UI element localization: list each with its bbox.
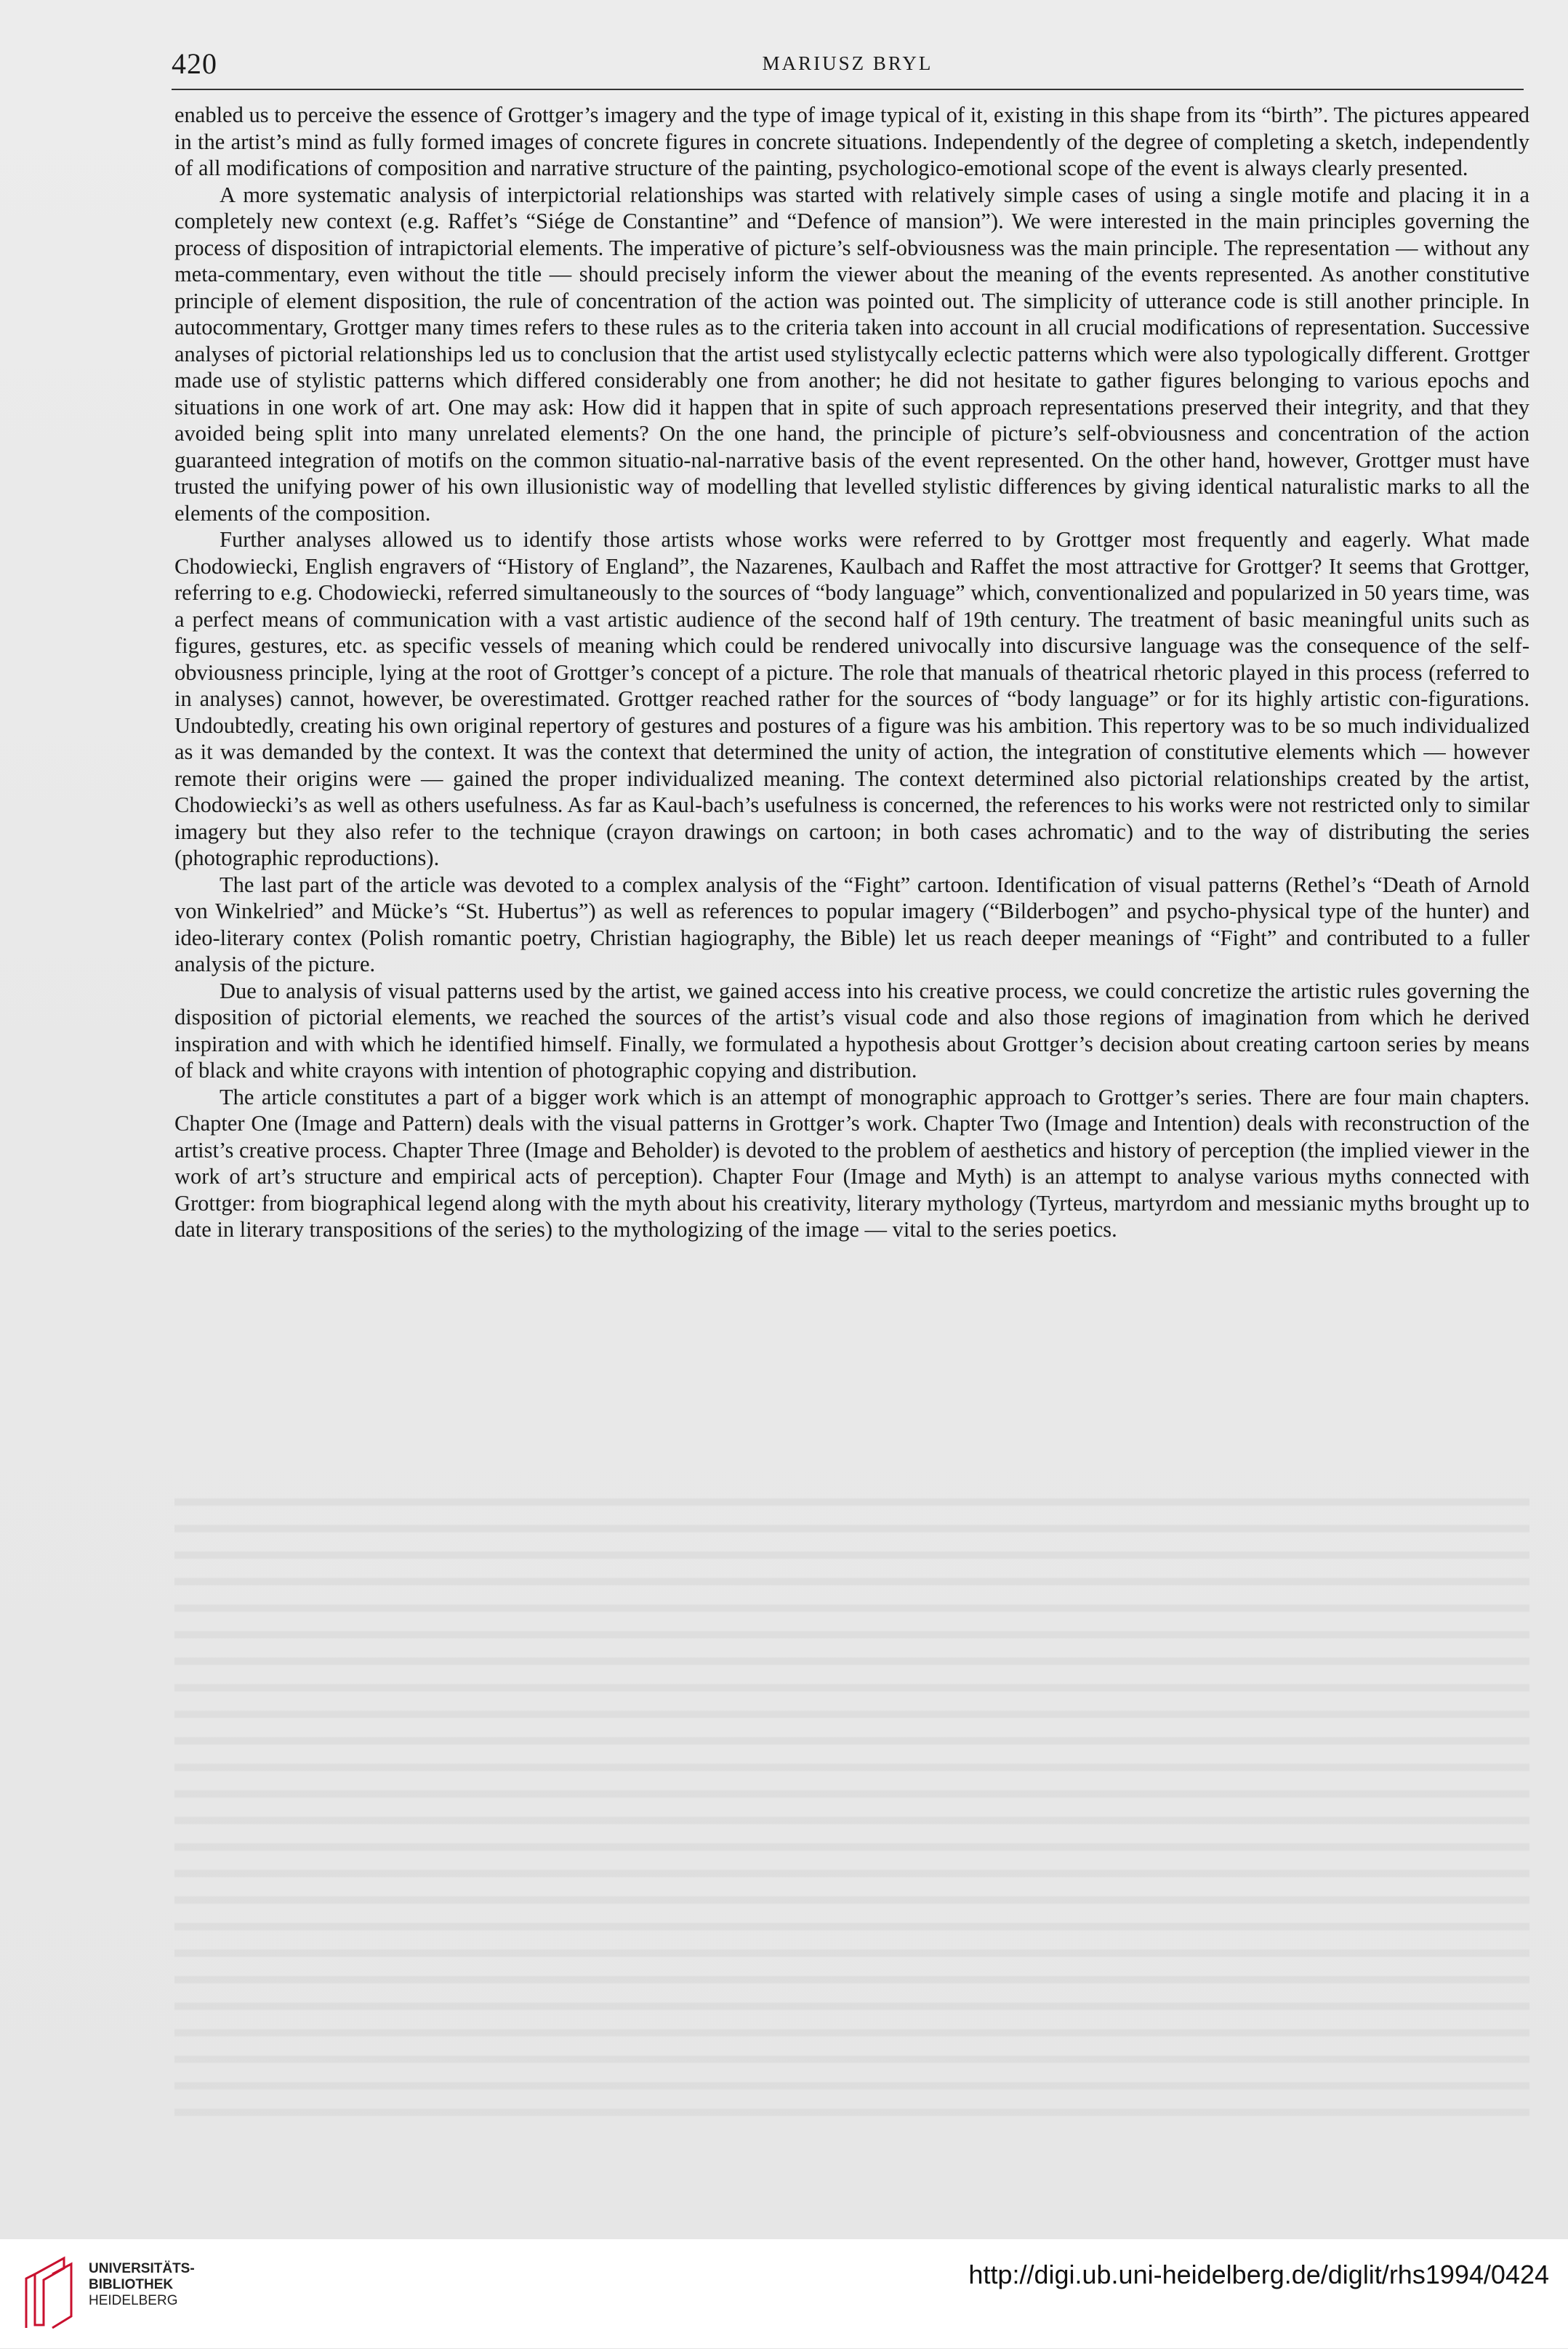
paragraph: The article constitutes a part of a bigger work which is an attempt of monographic approach to Grottger’s series. There are four main chapters. Chapter One (Image and Pattern) deals with the visual patterns in Grottger’s work. Chapter Two (Image and Intention) deals with reconstruction of the artist’s creative process. Chapter Three (Image and Beholder) is devoted to the problem of aesthetics and history of perception (the implied viewer in the work of art’s structure and empirical acts of perception). Chapter Four (Image and Myth) is an attempt to analyse various myths connected with Grottger: from biographical legend along with the myth about his creativity, literary mythology (Tyrteus, martyrdom and messianic myths brought up to date in literary transpositions of the series) to the mythologizing of the image — vital to the series poetics. [174, 1084, 1529, 1242]
paragraph: Further analyses allowed us to identify those artists whose works were referred to by Grottger most frequently and eagerly. What made Chodowiecki, English engravers of “History of England”, the Nazarenes, Kaulbach and Raffet the most attractive for Grottger? It seems that Grottger, referring to e.g. Chodowiecki, referred simultaneously to the sources of “body language” which, conventionalized and popularized in 50 years time, was a perfect means of communication with a vast artistic audience of the second half of 19th century. The treatment of basic meaningful units such as figures, gestures, etc. as specific vessels of meaning which could be rendered univocally into discursive language was the consequence of the self-obviousness principle, lying at the root of Grottger’s concept of a picture. The role that manuals of theatrical rhetoric played in this process (referred to in analyses) cannot, however, be overestimated. Grottger reached rather for the sources of “body language” or for its highly artistic con-figurations. Undoubtedly, creating his own original repertory of gestures and postures of a figure was his ambition. This repertory was to be so much individualized as it was demanded by the context. It was the context that determined the unity of action, the integration of constitutive elements which — however remote their origins were — gained the proper individualized meaning. The context determined also pictorial relationships created by the artist, Chodowiecki’s as well as others usefulness. As far as Kaul-bach’s usefulness is concerned, the references to his works were not restricted only to similar imagery but they also refer to the technique (crayon drawings on cartoon; in both cases achromatic) and to the way of distributing the series (photographic reproductions). [174, 527, 1529, 870]
paragraph: The last part of the article was devoted to a complex analysis of the “Fight” cartoon. Identification of visual patterns (Rethel’s “Death of Arnold von Winkelried” and Mücke’s “St. Hubertus”) as well as references to popular imagery (“Bilderbogen” and psycho-physical type of the hunter) and ideo-literary contex (Polish romantic poetry, Christian hagiography, the Bible) let us reach deeper meanings of “Fight” and contributed to a fuller analysis of the picture. [174, 872, 1529, 976]
paragraph: enabled us to perceive the essence of Grottger’s imagery and the type of image typical of it, existing in this shape from its “birth”. The pictures appeared in the artist’s mind as fully formed images of concrete figures in concrete situations. Independently of the degree of completing a sketch, independently of all modifications of composition and narrative structure of the painting, psychologico-emotional scope of the event is always clearly presented. [174, 103, 1529, 180]
page-number: 420 [172, 47, 217, 80]
paragraph: Due to analysis of visual patterns used by the artist, we gained access into his creative process, we could concretize the artistic rules governing the disposition of pictorial elements, we reached the sources of the artist’s visual code and also those regions of imagination from which he derived inspiration and with which he identified himself. Finally, we formulated a hypothesis about Grottger’s decision about creating cartoon series by means of black and white crayons with intention of photographic copying and distribution. [174, 978, 1529, 1083]
library-name-line: BIBLIOTHEK [89, 2277, 174, 2292]
paragraph: A more systematic analysis of interpictorial relationships was started with relatively simple cases of using a single motife and placing it in a completely new context (e.g. Raffet’s “Siége de Constantine” and “Defence of mansion”). We were interested in the main principles governing the process of disposition of intrapictorial elements. The imperative of picture’s self-obviousness was the main principle. The representation — without any meta-commentary, even without the title — should precisely inform the viewer about the meaning of the events represented. As another constitutive principle of element disposition, the rule of concentration of the action was pointed out. The simplicity of utterance code is still another principle. In autocommentary, Grottger many times refers to these rules as to the criteria taken into account in all crucial modifications of representation. Successive analyses of pictorial relationships led us to conclusion that the artist used stylistycally eclectic patterns which were also typologically different. Grottger made use of stylistic patterns which differed considerably one from another; he did not hesitate to gather figures belonging to various epochs and situations in one work of art. One may ask: How did it happen that in spite of such approach representations preserved their integrity, and that they avoided being split into many unrelated elements? On the one hand, the principle of picture’s self-obviousness and concentration of the action guaranteed integration of motifs on the common situatio-nal-narrative basis of the event represented. On the other hand, however, Grottger must have trusted the unifying power of his own illusionistic way of modelling that levelled stylistic differences by giving identical naturalistic marks to all the elements of the composition. [174, 182, 1529, 526]
library-name [89, 2261, 195, 2309]
page-header [172, 45, 1524, 90]
library-name-line: HEIDELBERG [89, 2293, 178, 2308]
digitization-footer [0, 2239, 1568, 2348]
source-url-link[interactable]: http://digi.ub.uni-heidelberg.de/diglit/rhs1994/0424 [968, 2260, 1549, 2289]
library-name-line: UNIVERSITÄTS- [89, 2261, 195, 2276]
reverse-side-bleed-through [174, 1483, 1529, 2123]
article-body [174, 102, 1529, 1243]
library-logo-icon [20, 2252, 79, 2332]
running-head: MARIUSZ BRYL [762, 52, 933, 74]
